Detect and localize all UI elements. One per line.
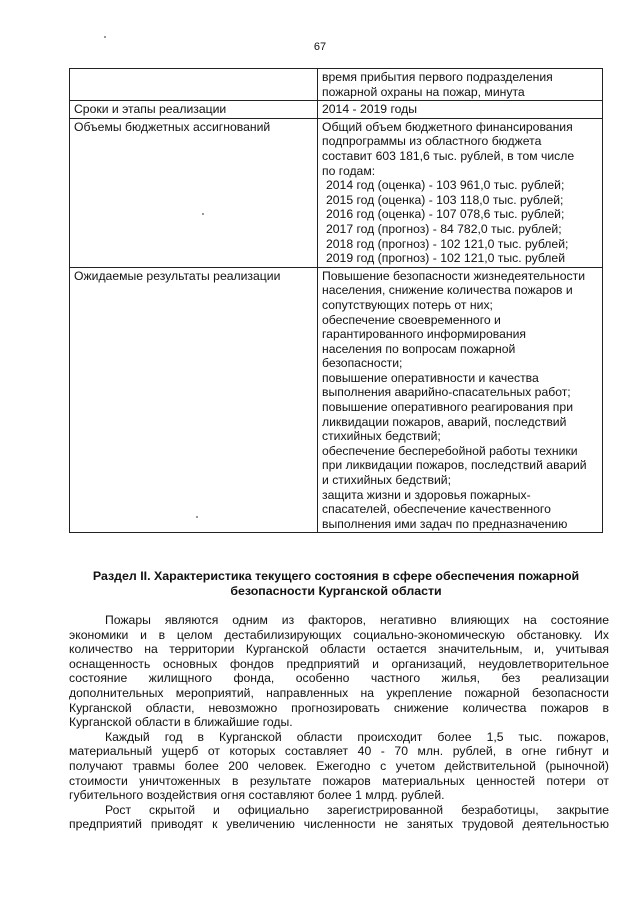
text-line: губительного воздействия огня составляют более 1 млрд. рублей.	[69, 788, 445, 803]
text-line: Рост скрытой и официально зарегистрированной безработицы, закрытие	[105, 802, 609, 817]
table-cell-value	[318, 267, 603, 533]
cell-line: обеспечение своевременного и	[322, 312, 501, 327]
cell-line: населения, снижение количества пожаров и	[322, 283, 573, 298]
page-number: 67	[313, 41, 327, 53]
cell-line: стихийных бедствий;	[322, 429, 441, 444]
table-cell-value	[318, 101, 603, 119]
cell-line: время прибытия первого подразделения	[322, 70, 553, 84]
scan-speck	[104, 36, 106, 38]
budget-year-line: 2014 год (оценка) - 103 961,0 тыс. рублей;	[326, 178, 565, 193]
text-line: материальный ущерб от которых составляет 40 - 70 млн. рублей, в огне гибнут и	[69, 744, 609, 759]
table-cell-value	[318, 69, 603, 101]
cell-line: ликвидации пожаров, аварий, последствий	[322, 414, 567, 429]
scan-speck	[196, 516, 198, 518]
passport-table	[69, 68, 603, 533]
budget-year-line: 2015 год (оценка) - 103 118,0 тыс. рублей;	[326, 192, 564, 207]
text-line: экономики и в целом дестабилизирующих социально-экономическую обстановку. Их	[69, 627, 609, 642]
cell-line: выполнения аварийно-спасательных работ;	[322, 385, 571, 400]
text-line: дополнительных мероприятий, направленных на укрепление пожарной безопасности	[69, 685, 609, 700]
cell-line: 2014 - 2019 годы	[322, 102, 418, 117]
cell-line: сопутствующих потерь от них;	[322, 297, 493, 312]
cell-line: обеспечение бесперебойной работы техники	[322, 443, 578, 458]
section-body	[69, 613, 609, 832]
table-cell-label: Ожидаемые результаты реализации	[70, 267, 318, 533]
table-cell-value	[318, 118, 603, 267]
cell-line: составит 603 181,6 тыс. рублей, в том числе	[322, 148, 575, 163]
text-line: Пожары являются одним из факторов, негативно влияющих на состояние	[105, 613, 609, 627]
cell-line: Общий объем бюджетного финансирования	[322, 119, 573, 134]
cell-line: по годам:	[322, 163, 376, 178]
cell-line: и стихийных бедствий;	[322, 473, 451, 488]
table-cell-label: Сроки и этапы реализации	[70, 101, 318, 119]
budget-year-line: 2019 год (прогноз) - 102 121,0 тыс. рублей	[326, 251, 566, 266]
section-heading	[69, 569, 603, 599]
text-line: стоимости уничтоженных в результате пожаров материальных ценностей потери от	[69, 773, 609, 788]
budget-year-line: 2017 год (прогноз) - 84 782,0 тыс. рублей;	[326, 221, 562, 236]
paragraph	[69, 613, 609, 730]
cell-line: Повышение безопасности жизнедеятельности	[322, 268, 586, 283]
text-line: состояние жилищного фонда, особенно частного жилья, без реализации	[69, 671, 609, 686]
text-line: Курганской области в ближайшие годы.	[69, 715, 293, 730]
table-row	[70, 101, 603, 119]
heading-line: Раздел II. Характеристика текущего состояния в сфере обеспечения пожарной	[92, 569, 580, 583]
cell-line: безопасности;	[322, 356, 403, 371]
table-cell-label: Объемы бюджетных ассигнований	[70, 118, 318, 267]
text-line: оснащенность основных фондов предприятий и организаций, неудовлетворительное	[69, 656, 609, 671]
cell-line: гарантированного информирования	[322, 327, 527, 342]
text-line: предприятий приводят к увеличению численности не занятых трудовой деятельностью	[69, 817, 609, 832]
table-row	[70, 267, 603, 533]
table-row	[70, 118, 603, 267]
cell-line: выполнения ими задач по предназначению	[322, 516, 568, 531]
cell-line: подпрограммы из областного бюджета	[322, 134, 542, 149]
cell-line: повышение оперативности и качества	[322, 370, 539, 385]
table-row	[70, 69, 603, 101]
cell-line: пожарной охраны на пожар, минута	[322, 84, 525, 99]
text-line: Курганской области, невозможно прогнозировать снижение количества пожаров в	[69, 700, 609, 715]
paragraph	[69, 803, 609, 832]
budget-year-line: 2018 год (прогноз) - 102 121,0 тыс. рублей;	[326, 236, 569, 251]
cell-line: защита жизни и здоровья пожарных-	[322, 487, 531, 502]
text-line: получают травмы более 200 человек. Ежегодно с учетом действительной (рыночной)	[69, 758, 609, 773]
cell-line: населения по вопросам пожарной	[322, 341, 516, 356]
text-line: количество на территории Курганской области остается значительным, и, учитывая	[69, 642, 609, 657]
cell-line: повышение оперативного реагирования при	[322, 400, 573, 415]
budget-year-line: 2016 год (оценка) - 107 078,6 тыс. рублей;	[326, 207, 565, 222]
paragraph	[69, 730, 609, 803]
cell-line: спасателей, обеспечение качественного	[322, 502, 551, 517]
text-line: Каждый год в Курганской области происходит более 1,5 тыс. пожаров,	[105, 729, 609, 744]
heading-line: безопасности Курганской области	[230, 584, 442, 598]
table-cell-label	[70, 69, 318, 101]
cell-line: при ликвидации пожаров, последствий аварий	[322, 458, 587, 473]
scan-speck	[202, 213, 204, 215]
